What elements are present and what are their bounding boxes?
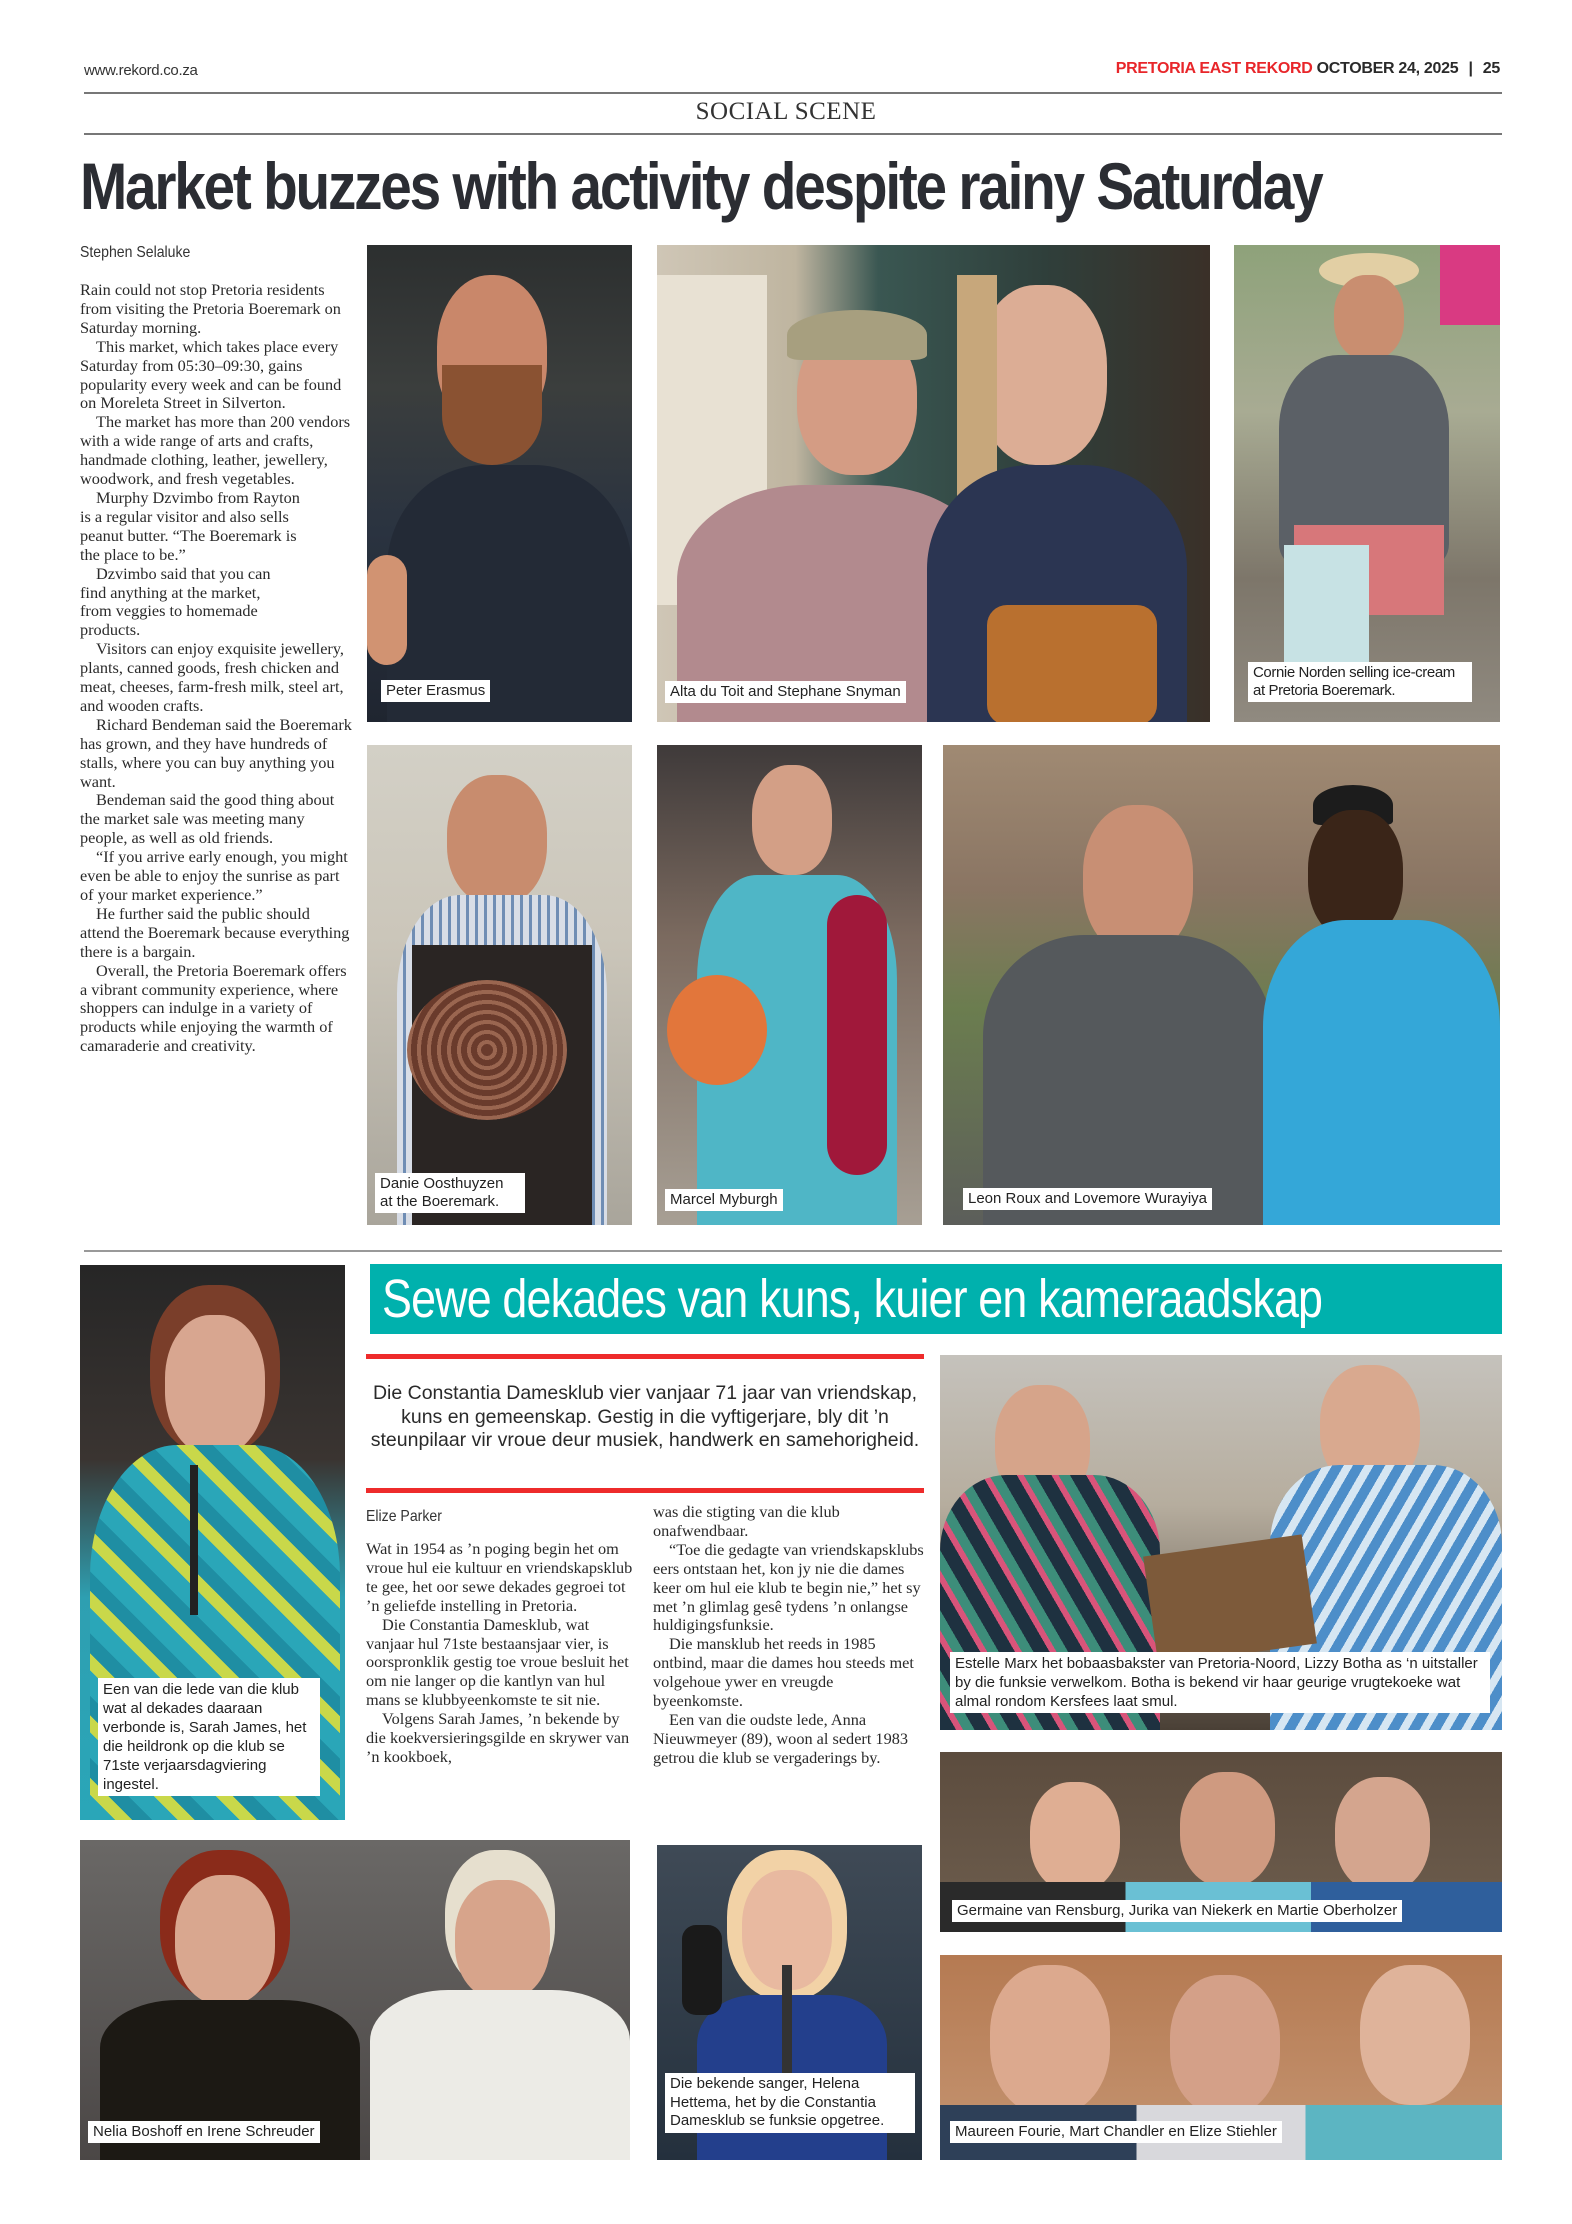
site-url[interactable]: www.rekord.co.za: [84, 62, 198, 79]
person-face: [1030, 1782, 1120, 1892]
paragraph: Rain could not stop Pretoria residents from visiting the Pretoria Boeremark on Saturday morning.: [80, 280, 341, 337]
story2-headline: Sewe dekades van kuns, kuier en kameraadskap: [382, 1269, 1323, 1329]
masthead: [1116, 60, 1500, 78]
cap-hat: [787, 310, 927, 360]
story2-headline-banner: [370, 1264, 1502, 1334]
person-face: [990, 1965, 1110, 2115]
person-face: [1170, 1975, 1280, 2115]
photo-helena-hettema[interactable]: [657, 1845, 922, 2160]
paragraph: This market, which takes place every Saturday from 05:30–09:30, gains popularity every week and can be found on Moreleta Street in Silverton.: [80, 336, 342, 413]
photo-peter-erasmus[interactable]: [367, 245, 632, 722]
white-blouse: [370, 1990, 630, 2160]
person-face: [175, 1875, 275, 2005]
squid-toy: [827, 895, 887, 1175]
blue-jacket: [1263, 920, 1500, 1225]
paragraph: The market has more than 200 vendors with a wide range of arts and crafts, handmade clothing, leather, jewellery, woodwork, and fresh vegetables.: [80, 412, 351, 489]
photo-caption: Germaine van Rensburg, Jurika van Niekerk en Martie Oberholzer: [952, 1900, 1402, 1922]
thumbs-up-hand: [367, 555, 407, 665]
story2-byline: Elize Parker: [366, 1508, 442, 1525]
paragraph: was die stigting van die klub onafwendbaar.: [653, 1502, 840, 1540]
photo-nelia-irene[interactable]: [80, 1840, 630, 2160]
grey-cardigan: [983, 935, 1273, 1225]
paragraph: “If you arrive early enough, you might even be able to enjoy the sunrise as part of your market experience.”: [80, 847, 348, 904]
person-face: [165, 1315, 265, 1455]
standfirst-rule-top: [366, 1354, 924, 1359]
photo-sarah-james[interactable]: [80, 1265, 345, 1820]
photo-alta-stephane[interactable]: [657, 245, 1210, 722]
boerewors-coil: [407, 980, 567, 1120]
fruitcake-tin: [1143, 1534, 1317, 1665]
paragraph: He further said the public should attend the Boeremark because everything there is a bargain.: [80, 903, 350, 961]
photo-maureen-mart-elize[interactable]: [940, 1955, 1502, 2160]
photo-caption: Estelle Marx het bobaasbakster van Pretoria-Noord, Lizzy Botha as ‘n uitstaller by die funksie verwelkom. Botha is bekend vir haar geurige vrugtekoeke wat almal rondom Kersfees laat smul.: [950, 1652, 1490, 1713]
issue-date: OCTOBER 24, 2025: [1316, 60, 1459, 77]
photo-caption: Maureen Fourie, Mart Chandler en Elize Stiehler: [950, 2121, 1282, 2143]
paragraph: “Toe die gedagte van vriendskapsklubs eers ontstaan het, kon jy nie die dames keer om hul eie klub te begin nie,” het sy met ’n glimlag gesê tydens ’n onlangse huldigingsfunksie.: [653, 1539, 924, 1635]
octopus-toy: [667, 975, 767, 1085]
photo-leon-lovemore[interactable]: [943, 745, 1500, 1225]
photo-caption: Marcel Myburgh: [665, 1189, 783, 1211]
person-face: [1334, 275, 1404, 360]
story1-body: [80, 281, 352, 1056]
photo-caption: Die bekende sanger, Helena Hettema, het by die Constantia Damesklub se funksie opgetree.: [665, 2073, 915, 2133]
masthead-separator: |: [1468, 60, 1473, 77]
paragraph: Visitors can enjoy exquisite jewellery, plants, canned goods, fresh chicken and meat, cheeses, farm-fresh milk, steel art, and wooden crafts.: [80, 639, 344, 715]
paragraph: Richard Bendeman said the Boeremark has grown, and they have hundreds of stalls, where you can buy anything you want.: [80, 714, 352, 791]
person-face: [1360, 1965, 1470, 2105]
paragraph: Een van die oudste lede, Anna Nieuwmeyer (89), woon al sedert 1983 getrou die klub se vergaderings by.: [653, 1709, 908, 1767]
paper-name: PRETORIA EAST REKORD: [1115, 60, 1313, 77]
person-face: [455, 1880, 550, 2000]
paragraph: Die mansklub het reeds in 1985 ontbind, maar die dames hou steeds met volgehoue ywer en vreugde byeenkomste.: [653, 1634, 914, 1711]
paragraph: Bendeman said the good thing about the market sale was meeting many people, as well as old friends.: [80, 790, 335, 848]
photo-caption: Leon Roux and Lovemore Wurayiya: [963, 1188, 1212, 1210]
paragraph: Die Constantia Damesklub, wat vanjaar hul 71ste bestaansjaar vier, is oorspronklik gestig toe vroue besluit het om nie langer op die kantlyn van hul mans se klubbyeenkomste te sit nie.: [366, 1614, 629, 1710]
person-beard: [442, 365, 542, 465]
microphone: [782, 1965, 792, 2085]
story2-standfirst: Die Constantia Damesklub vier vanjaar 71 jaar van vriendskap, kuns en gemeenskap. Gestig in die vyftigerjare, bly dit ’n steunpilaar vir vroue deur musiek, handwerk en samehorigheid.: [370, 1382, 920, 1451]
lace-glove: [682, 1925, 722, 2015]
paragraph: Volgens Sarah James, ’n bekende by die koekversieringsgilde en skrywer van ’n kookboek,: [366, 1709, 630, 1766]
microphone-stand: [190, 1465, 198, 1615]
photo-caption: Nelia Boshoff en Irene Schreuder: [88, 2121, 320, 2143]
paragraph: Murphy Dzvimbo from Rayton is a regular visitor and also sells peanut butter. “The Boeremark is the place to be.”: [80, 487, 300, 564]
story1-headline: Market buzzes with activity despite rainy Saturday: [80, 149, 1322, 223]
story2-column-2: [653, 1503, 927, 1768]
person-face: [1335, 1777, 1430, 1892]
person-face: [752, 765, 832, 875]
photo-germaine-jurika-martie[interactable]: [940, 1752, 1502, 1932]
photo-caption: Danie Oosthuyzen at the Boeremark.: [375, 1173, 525, 1213]
section-label: SOCIAL SCENE: [695, 98, 877, 125]
vendor-sign: [1440, 245, 1500, 325]
story1-byline: Stephen Selaluke: [80, 244, 191, 261]
header-rule-top: [84, 92, 1502, 94]
paragraph: Wat in 1954 as ’n poging begin het om vroue hul eie kultuur en vriendskapsklub te gee, het oor sewe dekades gegroei tot ’n geliefde instelling in Pretoria.: [366, 1539, 633, 1615]
photo-danie-oosthuyzen[interactable]: [367, 745, 632, 1225]
photo-cornie-norden[interactable]: [1234, 245, 1500, 722]
page-number: 25: [1482, 60, 1500, 77]
paragraph: Dzvimbo said that you can find anything at the market, from veggies to homemade products.: [80, 563, 271, 640]
ice-cream-sign: [1284, 545, 1369, 675]
photo-caption: Cornie Norden selling ice-cream at Pretoria Boeremark.: [1248, 662, 1472, 702]
story2-column-1: [366, 1540, 634, 1767]
person-face: [1083, 805, 1193, 955]
photo-estelle-lizzy[interactable]: [940, 1355, 1502, 1730]
person-face: [447, 775, 547, 905]
standfirst-rule-bottom: [366, 1488, 924, 1493]
leather-bag: [987, 605, 1157, 722]
photo-caption: Een van die lede van die klub wat al dekades daaraan verbonde is, Sarah James, het die heildronk op die klub se 71ste verjaarsdagviering ingestel.: [98, 1678, 320, 1796]
header-rule-bottom: [84, 133, 1502, 135]
photo-caption: Peter Erasmus: [381, 680, 490, 702]
person-face: [1180, 1772, 1275, 1887]
paragraph: Overall, the Pretoria Boeremark offers a vibrant community experience, where shoppers can indulge in a variety of products while enjoying the warmth of camaraderie and creativity.: [80, 960, 347, 1056]
story-divider: [84, 1250, 1502, 1252]
photo-caption: Alta du Toit and Stephane Snyman: [665, 681, 906, 703]
photo-marcel-myburgh[interactable]: [657, 745, 922, 1225]
